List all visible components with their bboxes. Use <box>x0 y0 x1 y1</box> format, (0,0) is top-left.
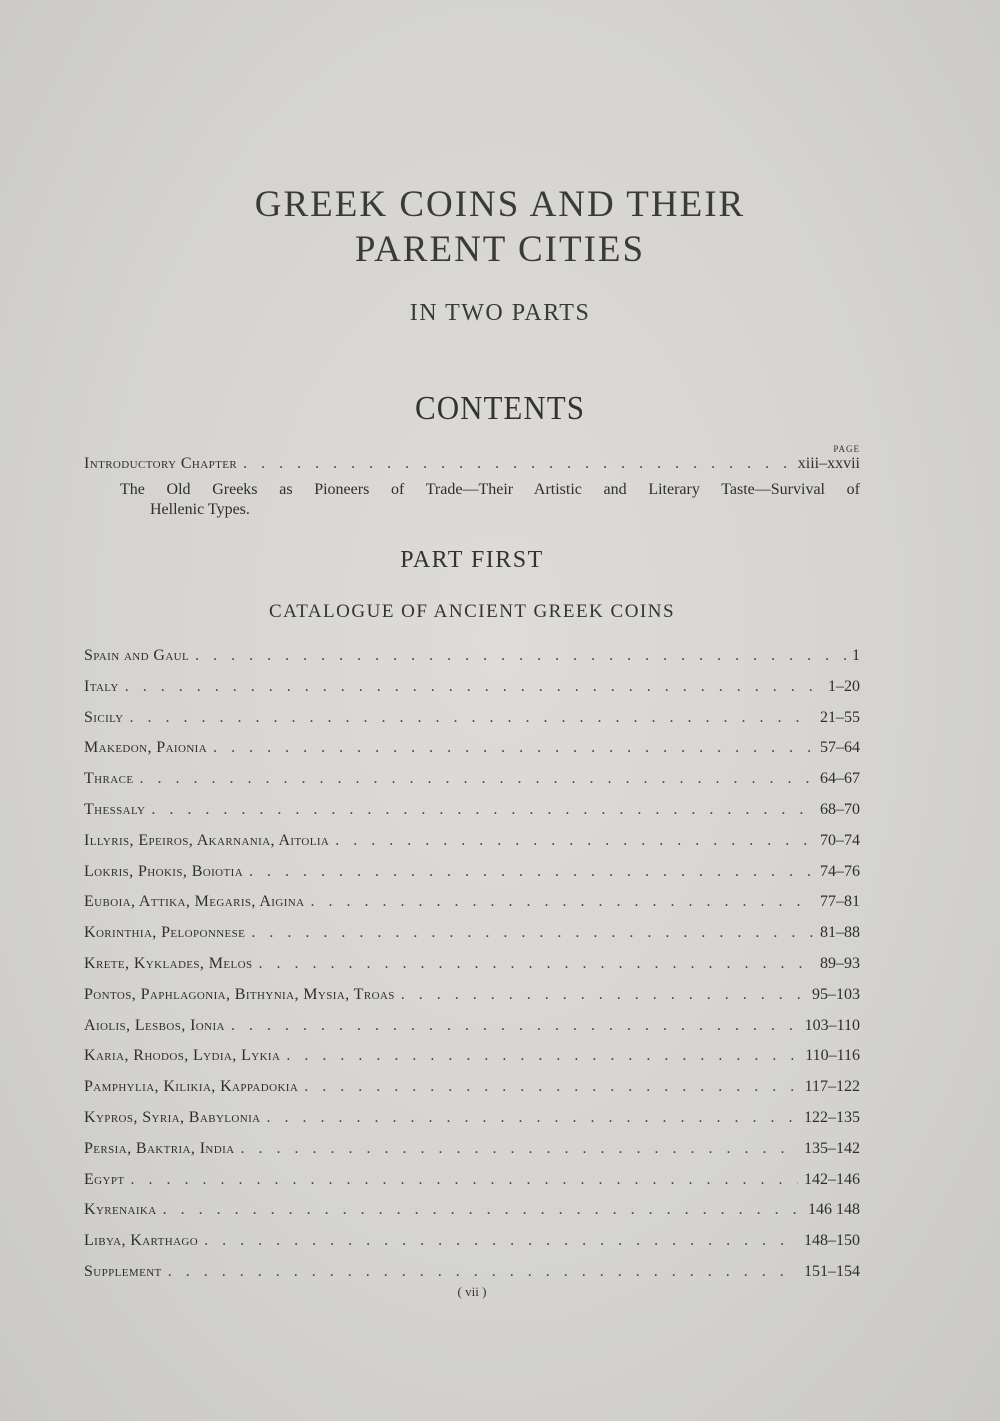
toc-entry-pages: 146 148 <box>808 1201 860 1219</box>
toc-entry-pages: 70–74 <box>820 831 860 849</box>
toc-entry-label: Italy <box>84 677 119 695</box>
toc-entry-label: Spain and Gaul <box>84 647 190 664</box>
toc-entry-pages: 95–103 <box>812 985 860 1003</box>
toc-entry <box>84 1201 860 1223</box>
dot-leader <box>258 955 814 973</box>
toc-entry <box>84 739 860 761</box>
dot-leader <box>241 1140 798 1158</box>
toc-entry <box>84 863 860 885</box>
part-first-heading: PART FIRST <box>400 547 544 573</box>
book-title-line-2: PARENT CITIES <box>354 229 646 270</box>
page-folio: ( vii ) <box>457 1284 487 1299</box>
toc-entry-pages: 21–55 <box>820 708 860 726</box>
toc-entry-label: Korinthia, Peloponnese <box>84 924 246 942</box>
book-subtitle: IN TWO PARTS <box>409 300 591 326</box>
toc-entry-label: Euboia, Attika, Megaris, Aigina <box>84 893 305 911</box>
toc-entry-pages: 135–142 <box>804 1139 860 1157</box>
toc-entry <box>84 832 860 854</box>
toc-entry <box>84 1263 860 1285</box>
toc-entry-pages: 74–76 <box>820 862 860 880</box>
toc-entry-label: Pamphylia, Kilikia, Kappadokia <box>84 1078 299 1096</box>
dot-leader <box>251 924 814 942</box>
dot-leader <box>310 893 814 911</box>
toc-entry <box>84 801 860 823</box>
toc-entry-label: Persia, Baktria, India <box>84 1139 235 1157</box>
toc-entry <box>84 678 860 700</box>
toc-entry <box>84 986 860 1008</box>
dot-leader <box>130 709 814 727</box>
dot-leader <box>335 832 814 850</box>
toc-entry-pages: 89–93 <box>820 955 860 972</box>
toc-entry <box>84 924 860 946</box>
toc-entry <box>84 647 860 669</box>
dot-leader <box>249 863 814 881</box>
toc-entry <box>84 1078 860 1100</box>
toc-entry-introductory <box>84 455 860 477</box>
toc-entry-label: Libya, Karthago <box>84 1232 199 1250</box>
toc-entry-label: Karia, Rhodos, Lydia, Lykia <box>84 1047 281 1065</box>
page-column-label: PAGE <box>833 444 860 454</box>
dot-leader <box>401 986 806 1004</box>
dot-leader <box>204 1232 798 1250</box>
toc-entry <box>84 1017 860 1039</box>
toc-entry-label: Introductory Chapter <box>84 455 238 472</box>
toc-entry-label: Supplement <box>84 1263 162 1280</box>
toc-entry-label: Kyrenaika <box>84 1201 157 1219</box>
toc-entry-label: Pontos, Paphlagonia, Bithynia, Mysia, Troas <box>84 985 395 1003</box>
toc-entry-label: Kypros, Syria, Babylonia <box>84 1109 261 1126</box>
toc-entry-pages: 57–64 <box>820 739 860 757</box>
toc-entry-pages: 151–154 <box>804 1263 860 1280</box>
introductory-description <box>120 480 860 520</box>
toc-entry-pages: 1 <box>852 647 860 664</box>
toc-entry-pages: 117–122 <box>804 1078 860 1096</box>
toc-entry <box>84 770 860 792</box>
dot-leader <box>168 1263 798 1281</box>
dot-leader <box>213 739 814 757</box>
toc-entry-label: Thrace <box>84 770 134 788</box>
toc-entry-label: Thessaly <box>84 801 146 818</box>
toc-entry-label: Krete, Kyklades, Melos <box>84 955 253 972</box>
toc-entry-label: Makedon, Paionia <box>84 739 208 757</box>
dot-leader <box>267 1109 798 1127</box>
toc-entry-pages: xiii–xxvii <box>797 455 860 472</box>
toc-entry-label: Sicily <box>84 708 124 726</box>
dot-leader <box>125 678 822 696</box>
toc-entry <box>84 893 860 915</box>
toc-entry-label: Illyris, Epeiros, Akarnania, Aitolia <box>84 831 330 849</box>
book-title-line-1: GREEK COINS AND THEIR <box>254 184 746 225</box>
toc-entry-pages: 148–150 <box>804 1232 860 1250</box>
toc-entry-pages: 64–67 <box>820 770 860 788</box>
dot-leader <box>304 1078 798 1096</box>
toc-entry-pages: 103–110 <box>804 1016 860 1034</box>
toc-entry-pages: 1–20 <box>828 677 860 695</box>
toc-entry <box>84 1047 860 1069</box>
toc-entry-pages: 142–146 <box>804 1170 860 1188</box>
toc-entry-label: Egypt <box>84 1170 125 1188</box>
description-line-1: The Old Greeks as Pioneers of Trade—Their Artistic and Literary Taste—Survival of <box>120 481 860 498</box>
dot-leader <box>151 801 814 819</box>
contents-heading: CONTENTS <box>415 388 585 427</box>
toc-entry <box>84 709 860 731</box>
toc-entry-pages: 81–88 <box>820 924 860 942</box>
dot-leader <box>163 1201 802 1219</box>
description-line-2: Hellenic Types. <box>150 501 250 518</box>
dot-leader <box>231 1017 799 1035</box>
toc-entry-pages: 77–81 <box>820 893 860 911</box>
dot-leader <box>131 1171 799 1189</box>
toc-entry <box>84 955 860 977</box>
dot-leader <box>286 1047 799 1065</box>
toc-entry <box>84 1109 860 1131</box>
toc-entry-label: Lokris, Phokis, Boiotia <box>84 862 244 880</box>
dot-leader <box>139 770 814 788</box>
toc-entry-pages: 110–116 <box>805 1047 860 1065</box>
catalogue-heading: CATALOGUE OF ANCIENT GREEK COINS <box>268 601 676 622</box>
toc-entry-pages: 122–135 <box>804 1109 860 1126</box>
dot-leader <box>195 647 846 665</box>
toc-entry-pages: 68–70 <box>820 801 860 818</box>
toc-entry <box>84 1232 860 1254</box>
dot-leader <box>243 455 792 473</box>
toc-entry-label: Aiolis, Lesbos, Ionia <box>84 1016 225 1034</box>
toc-entry <box>84 1140 860 1162</box>
toc-entry <box>84 1171 860 1193</box>
